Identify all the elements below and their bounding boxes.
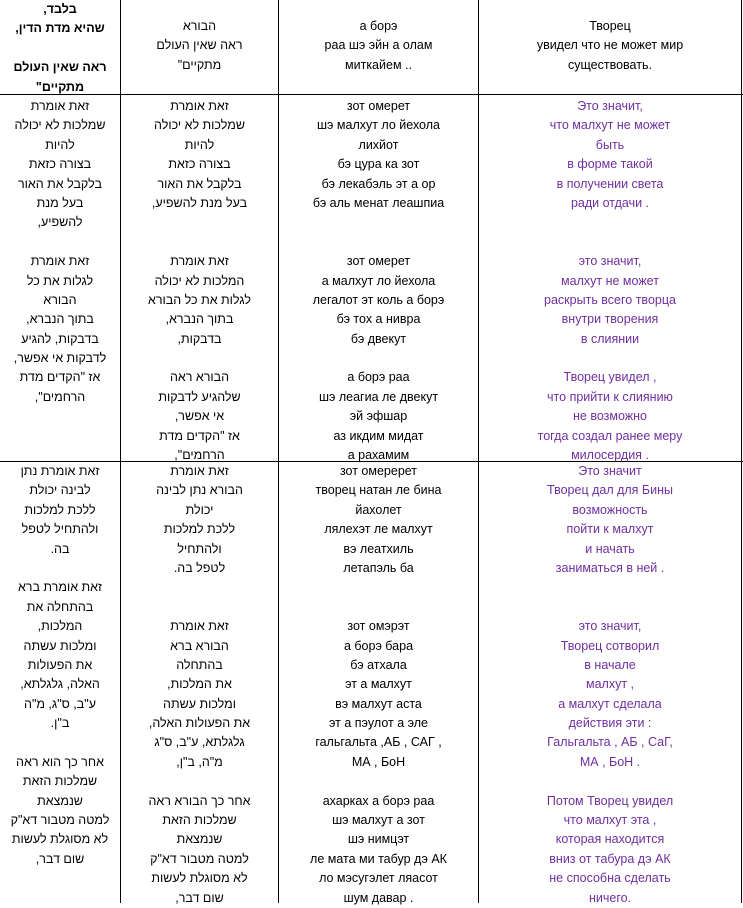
text-line: לטפל בה. — [173, 560, 226, 575]
text-line: ומלכות עשתה — [23, 638, 97, 653]
text-line: בדבקות, להגיע — [21, 331, 99, 346]
transliteration-cell — [279, 17, 478, 75]
text-line: לדבקות אי אפשר, — [13, 351, 107, 366]
text-line: אי אפשר, — [174, 409, 225, 424]
text-line: что малхут эта , — [563, 813, 657, 828]
text-line: внутри творения — [561, 312, 659, 327]
text-line: лялехэт ле малхут — [324, 522, 433, 537]
text-line: ради отдачи . — [570, 195, 650, 210]
text-line: вниз от табура дэ АК — [549, 851, 671, 866]
text-line: אז "הקדים מדת — [159, 428, 240, 443]
text-line: вэ леатхиль — [343, 541, 414, 556]
text-line: להיות — [45, 137, 75, 152]
text-line: לא מסוגלת לעשות — [11, 832, 109, 847]
text-line: לגלות את כל — [26, 273, 94, 288]
text-line — [279, 213, 478, 232]
text-line: которая находится — [555, 832, 665, 847]
text-line: זאת אומרת נתן — [20, 464, 100, 478]
text-line: מתקיים" — [177, 57, 222, 72]
text-line: ולהתחיל — [177, 541, 222, 556]
text-line: האלה, גלגלתא, — [20, 677, 100, 692]
text-line — [479, 598, 741, 617]
text-line — [0, 39, 120, 58]
text-line: летапэль ба — [343, 560, 414, 575]
text-line — [121, 578, 278, 597]
text-line: זאת אומרת — [30, 254, 90, 269]
text-line: בה. — [50, 541, 70, 556]
russian-translation-cell — [479, 17, 741, 75]
text-line: אחר כך הבורא ראה — [148, 793, 251, 808]
text-line: малхут , — [585, 677, 634, 692]
text-line: бэ двекут — [350, 331, 407, 346]
text-line: Это значит — [578, 464, 642, 478]
text-line: а малхут сделала — [558, 696, 662, 711]
text-line: Творец дал для Бины — [547, 483, 673, 498]
text-line: זאת אומרת — [30, 99, 90, 113]
text-line: שנמצאת — [176, 832, 223, 847]
text-line: שלהגיע לדבקות — [158, 389, 241, 404]
text-line: שמלכות הזאת — [22, 774, 98, 789]
hebrew-original-cell — [0, 97, 120, 407]
text-line: יכולת — [185, 502, 214, 517]
text-line: а борэ раа — [347, 370, 410, 385]
text-line: что малхут не может — [549, 118, 671, 133]
text-line: зот омерет — [346, 99, 411, 113]
hebrew-original-cell — [0, 0, 120, 97]
text-line: заниматься в ней . — [555, 560, 665, 575]
text-line: а борэ бара — [343, 638, 414, 653]
text-line: миткайем .. — [345, 57, 412, 72]
text-line: в получении света — [556, 176, 664, 191]
text-line: МА , БоН . — [579, 754, 641, 769]
text-line: הבורא ראה — [169, 370, 230, 385]
text-line: в слиянии — [580, 331, 640, 346]
text-line: бэ цура ка зот — [337, 157, 420, 172]
text-line: эт а малхут — [345, 677, 412, 692]
table-right-border — [741, 0, 742, 903]
text-line: בצורה כזאת — [28, 157, 92, 172]
text-line: ללכת למלכות — [163, 522, 236, 537]
text-line: ראה שאין העולם — [156, 38, 243, 53]
text-line: שום דבר, — [175, 890, 224, 905]
text-line: зот омерет — [346, 254, 411, 269]
text-line: ахарках а борэ раа — [322, 793, 435, 808]
text-line: МА , БоН — [351, 754, 406, 769]
text-line: шэ малхут ло йехола — [317, 118, 440, 133]
text-line: הבורא — [182, 19, 217, 33]
text-line: הבורא נתן לבינה — [156, 483, 243, 498]
text-line: гальгальта ,АБ , САГ , — [315, 735, 442, 750]
text-line: шэ малхут а зот — [332, 813, 425, 828]
text-line: а рахамим — [347, 448, 410, 463]
text-line: и начать — [585, 541, 635, 556]
text-line: в форме такой — [567, 157, 653, 172]
text-line: בעל מנת — [36, 195, 84, 210]
text-line: легалот эт коль а борэ — [312, 292, 445, 307]
text-line: аз икдим мидат — [333, 428, 424, 443]
text-line: малхут не может — [561, 273, 659, 288]
text-line: бэ лекабэль эт а ор — [321, 176, 436, 191]
text-line: раскрыть всего творца — [544, 292, 676, 307]
text-line: בלבד, — [43, 2, 77, 16]
text-line: Это значит, — [577, 99, 643, 113]
text-line: הרחמים", — [174, 448, 225, 463]
text-line — [279, 349, 478, 368]
text-line: זאת אומרת ברא — [17, 580, 103, 595]
text-line: Потом Творец увидел — [546, 793, 674, 808]
text-line: пойти к малхут — [566, 522, 654, 537]
russian-translation-cell — [479, 97, 741, 465]
text-line: שהיא מדת הדין, — [15, 21, 105, 36]
text-line: בהתחלה — [176, 657, 223, 672]
text-line: בלקבל את האור — [157, 176, 242, 191]
transliteration-cell — [279, 97, 478, 465]
text-line — [0, 559, 120, 578]
text-line: тогда создал ранее меру — [537, 428, 683, 443]
text-line: מתקיים" — [35, 79, 85, 94]
text-line: существовать. — [568, 57, 652, 72]
text-line: действия эти : — [568, 716, 652, 731]
text-line: Гальгальта , АБ , СаГ, — [547, 735, 673, 750]
text-line: лихйот — [358, 137, 399, 152]
text-line: בתוך הנברא, — [165, 312, 234, 327]
text-line — [121, 349, 278, 368]
text-line: милосердия . — [571, 448, 649, 463]
text-line: шэ нимцэт — [347, 832, 410, 847]
text-line: ללכת למלכות — [24, 502, 96, 517]
text-line: מ"ה, ב"ן, — [176, 754, 223, 769]
text-line: למטה מטבור דא"ק — [10, 813, 110, 828]
text-line: למטה מטבור דא"ק — [150, 851, 249, 866]
text-line: את הפעולות האלה, — [148, 716, 251, 731]
text-line — [279, 233, 478, 252]
text-line — [121, 598, 278, 617]
text-line: שום דבר, — [35, 851, 85, 866]
text-line: זאת אומרת — [170, 254, 229, 269]
text-line: הבורא ברא — [170, 638, 229, 653]
text-line: את הפעולות — [27, 657, 93, 672]
text-line — [479, 772, 741, 791]
transliteration-cell — [279, 462, 478, 908]
text-line: вэ малхут аста — [335, 696, 422, 711]
text-line — [0, 233, 120, 252]
text-line: המלכות לא יכולה — [154, 273, 245, 288]
text-line: אז "הקדים מדת — [19, 370, 101, 385]
text-line: שנמצאת — [37, 793, 83, 808]
text-line: זאת אומרת — [170, 619, 229, 634]
text-line: Творец — [589, 19, 631, 33]
text-line: раа шэ эйн а олам — [324, 38, 433, 53]
text-line: ע"ב, ס"ג, מ"ה — [24, 696, 96, 711]
hebrew-edited-cell — [121, 97, 278, 465]
hebrew-original-cell — [0, 462, 120, 869]
text-line: לגלות את כל הבורא — [148, 292, 251, 307]
text-line: לא מסוגלת לעשות — [151, 871, 248, 886]
text-line: возможность — [572, 502, 648, 517]
text-line: эй эфшар — [349, 409, 408, 424]
text-line: не возможно — [573, 409, 647, 424]
text-line: а борэ — [359, 19, 398, 33]
text-line: להיות — [184, 137, 215, 152]
hebrew-edited-cell — [121, 17, 278, 75]
text-line: ומלכות עשתה — [163, 696, 236, 711]
text-line: шум давар . — [343, 890, 414, 905]
text-line: המלכות, — [37, 619, 83, 634]
text-line: это значит, — [578, 619, 642, 634]
text-line: йахолет — [355, 502, 402, 517]
text-line: בדבקות, — [177, 331, 222, 346]
text-line: в начале — [584, 657, 636, 672]
text-line: בהתחלה את — [26, 599, 94, 614]
text-line: Творец увидел , — [563, 370, 657, 385]
text-line: שמלכות לא יכולה — [14, 118, 106, 133]
text-line: זאת אומרת — [170, 464, 229, 478]
text-line: בצורה כזאת — [168, 157, 231, 172]
text-line — [479, 349, 741, 368]
text-line: шэ леагиа ле двекут — [318, 389, 439, 404]
text-line: Творец сотворил — [560, 638, 660, 653]
text-line: הרחמים", — [34, 389, 86, 404]
text-line: а малхут ло йехола — [321, 273, 436, 288]
text-line: הבורא — [43, 292, 77, 307]
text-line — [279, 772, 478, 791]
text-line: זאת אומרת — [170, 99, 229, 113]
text-line: גלגלתא, ע"ב, ס"ג — [154, 735, 245, 750]
text-line: зот омеререт — [339, 464, 418, 478]
text-line — [121, 213, 278, 232]
text-line — [479, 213, 741, 232]
text-line: ле мата ми табур дэ АК — [310, 851, 447, 866]
text-line: ראה שאין העולם — [13, 60, 107, 75]
text-line — [121, 772, 278, 791]
text-line: אחר כך הוא ראה — [16, 754, 104, 769]
text-line — [479, 578, 741, 597]
text-line: ב"ן. — [50, 716, 70, 731]
text-line: שמלכות לא יכולה — [154, 118, 245, 133]
text-line — [279, 598, 478, 617]
text-line: ничего. — [588, 890, 632, 905]
text-line: שמלכות הזאת — [162, 813, 237, 828]
text-line: בלקבל את האור — [17, 176, 103, 191]
russian-translation-cell — [479, 462, 741, 908]
text-line: быть — [595, 137, 625, 152]
text-line: бэ тох а нивра — [336, 312, 421, 327]
text-line — [479, 233, 741, 252]
text-line: увидел что не может мир — [536, 38, 684, 53]
text-line — [121, 233, 278, 252]
text-line: את המלכות, — [167, 677, 232, 692]
text-line: эт а пэулот а эле — [329, 716, 428, 731]
hebrew-edited-cell — [121, 462, 278, 908]
text-line: בעל מנת להשפיע, — [151, 195, 248, 210]
text-line: לבינה יכולת — [29, 483, 91, 498]
text-line: бэ аль менат леашпиа — [312, 195, 445, 210]
text-line: ло мэсугэлет ляасот — [319, 871, 438, 886]
text-line: להשפיע, — [37, 215, 83, 230]
text-line: это значит, — [578, 254, 642, 269]
text-line — [0, 733, 120, 752]
text-line: не способна сделать — [549, 871, 671, 886]
text-line: зот омэрэт — [347, 619, 410, 634]
text-line — [279, 578, 478, 597]
text-line: ולהתחיל לטפל — [21, 522, 99, 537]
text-line: бэ атхала — [350, 657, 407, 672]
text-line: творец натан ле бина — [315, 483, 442, 498]
text-line: что прийти к слиянию — [547, 389, 673, 404]
text-line: בתוך הנברא, — [26, 312, 94, 327]
